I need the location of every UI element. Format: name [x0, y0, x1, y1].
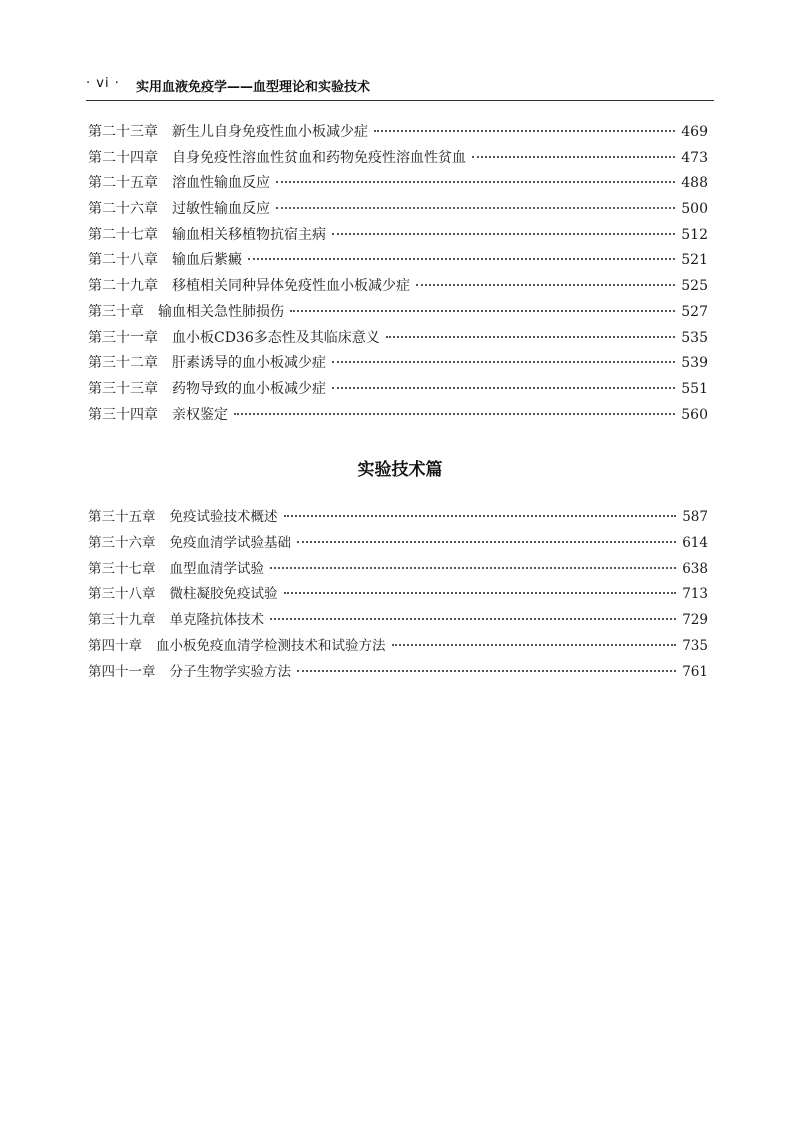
section-heading: 实验技术篇: [357, 460, 443, 480]
toc-entry[interactable]: [88, 327, 708, 353]
chapter-title: 药物导致的血小板减少症: [172, 380, 326, 397]
chapter-number: 第二十九章: [88, 278, 158, 295]
toc-list-techniques: [88, 505, 708, 686]
dot-leader: [392, 643, 677, 646]
page-reference: 500: [681, 201, 708, 218]
toc-entry[interactable]: [88, 531, 708, 557]
dot-leader: [472, 155, 675, 158]
dot-leader: [284, 514, 677, 517]
chapter-number: 第四十一章: [88, 663, 156, 680]
page-reference: 527: [681, 303, 708, 320]
toc-entry[interactable]: [88, 660, 708, 686]
dot-leader: [270, 566, 676, 569]
chapter-title: 移植相关同种异体免疫性血小板减少症: [172, 278, 410, 295]
chapter-number: 第三十章: [88, 303, 144, 320]
page-reference: 469: [681, 124, 708, 140]
toc-entry[interactable]: [88, 634, 708, 660]
dot-leader: [416, 283, 675, 286]
dot-leader: [374, 129, 675, 132]
dot-leader: [234, 412, 675, 415]
chapter-title: 亲权鉴定: [172, 406, 228, 423]
chapter-number: 第二十五章: [88, 175, 158, 192]
toc-entry[interactable]: [88, 121, 708, 147]
chapter-number: 第三十八章: [88, 586, 156, 603]
page-reference: 473: [681, 149, 708, 166]
chapter-title: 肝素诱导的血小板减少症: [172, 355, 326, 372]
chapter-title: 分子生物学实验方法: [169, 663, 291, 680]
running-header: [86, 74, 714, 96]
chapter-title: 免疫血清学试验基础: [169, 534, 291, 551]
dot-leader: [386, 335, 676, 338]
chapter-number: 第三十一章: [88, 329, 158, 346]
chapter-number: 第四十章: [88, 637, 142, 654]
dot-leader: [290, 309, 675, 312]
page-reference: 521: [681, 252, 708, 269]
toc-entry[interactable]: [88, 224, 708, 250]
toc-entry[interactable]: [88, 275, 708, 301]
toc-entry[interactable]: [88, 147, 708, 173]
chapter-number: 第三十九章: [88, 612, 156, 629]
toc-entry[interactable]: [88, 249, 708, 275]
dot-leader: [332, 360, 675, 363]
dot-leader: [332, 232, 675, 235]
chapter-title: 输血相关急性肺损伤: [158, 303, 284, 320]
chapter-title: 自身免疫性溶血性贫血和药物免疫性溶血性贫血: [172, 149, 466, 166]
dot-leader: [332, 386, 675, 389]
chapter-number: 第三十六章: [88, 534, 156, 551]
toc-entry[interactable]: [88, 172, 708, 198]
page-reference: 488: [681, 175, 708, 192]
chapter-number: 第三十五章: [88, 509, 156, 525]
toc-entry[interactable]: [88, 557, 708, 583]
page-reference: 551: [681, 380, 708, 397]
page-reference: 713: [682, 586, 708, 603]
chapter-title: 溶血性输血反应: [172, 175, 270, 192]
chapter-title: 血小板免疫血清学检测技术和试验方法: [156, 637, 386, 654]
dot-leader: [297, 669, 676, 672]
chapter-title: 过敏性输血反应: [172, 201, 270, 218]
chapter-title: 输血后紫癜: [172, 252, 242, 269]
chapter-title: 输血相关移植物抗宿主病: [172, 226, 326, 243]
dot-leader: [297, 540, 676, 543]
page-reference: 512: [681, 226, 708, 243]
page-reference: 587: [682, 509, 708, 525]
page-reference: 761: [682, 663, 708, 680]
chapter-title: 单克隆抗体技术: [169, 612, 264, 629]
chapter-number: 第三十四章: [88, 406, 158, 423]
toc-entry[interactable]: [88, 301, 708, 327]
chapter-title: 微柱凝胶免疫试验: [169, 586, 278, 603]
toc-entry[interactable]: [88, 404, 708, 430]
chapter-number: 第二十六章: [88, 201, 158, 218]
dot-leader: [276, 180, 675, 183]
page-reference: 614: [682, 534, 708, 551]
page-reference: 560: [681, 406, 708, 423]
book-title: 实用血液免疫学——血型理论和实验技术: [136, 80, 371, 95]
toc-entry[interactable]: [88, 198, 708, 224]
dot-leader: [276, 206, 675, 209]
chapter-number: 第三十二章: [88, 355, 158, 372]
page-reference: 535: [681, 329, 708, 346]
chapter-number: 第二十三章: [88, 124, 158, 140]
chapter-number: 第二十四章: [88, 149, 158, 166]
dot-leader: [248, 257, 675, 260]
chapter-number: 第三十三章: [88, 380, 158, 397]
chapter-number: 第二十八章: [88, 252, 158, 269]
header-rule: [86, 100, 714, 101]
toc-entry[interactable]: [88, 378, 708, 404]
toc-entry[interactable]: [88, 505, 708, 531]
toc-list-clinical: [88, 121, 708, 429]
page-reference: 525: [681, 278, 708, 295]
chapter-title: 免疫试验技术概述: [169, 509, 278, 525]
page-reference: 539: [681, 355, 708, 372]
toc-entry[interactable]: [88, 582, 708, 608]
toc-entry[interactable]: [88, 352, 708, 378]
page-reference: 729: [682, 612, 708, 629]
page-reference: 638: [682, 560, 708, 577]
chapter-title: 新生儿自身免疫性血小板减少症: [172, 124, 368, 140]
chapter-number: 第二十七章: [88, 226, 158, 243]
dot-leader: [270, 617, 676, 620]
toc-entry[interactable]: [88, 608, 708, 634]
chapter-number: 第三十七章: [88, 560, 156, 577]
page-number: · vi ·: [86, 76, 120, 91]
dot-leader: [284, 591, 677, 594]
chapter-title: 血型血清学试验: [169, 560, 264, 577]
chapter-title: 血小板CD36多态性及其临床意义: [172, 329, 380, 346]
page-reference: 735: [682, 637, 708, 654]
